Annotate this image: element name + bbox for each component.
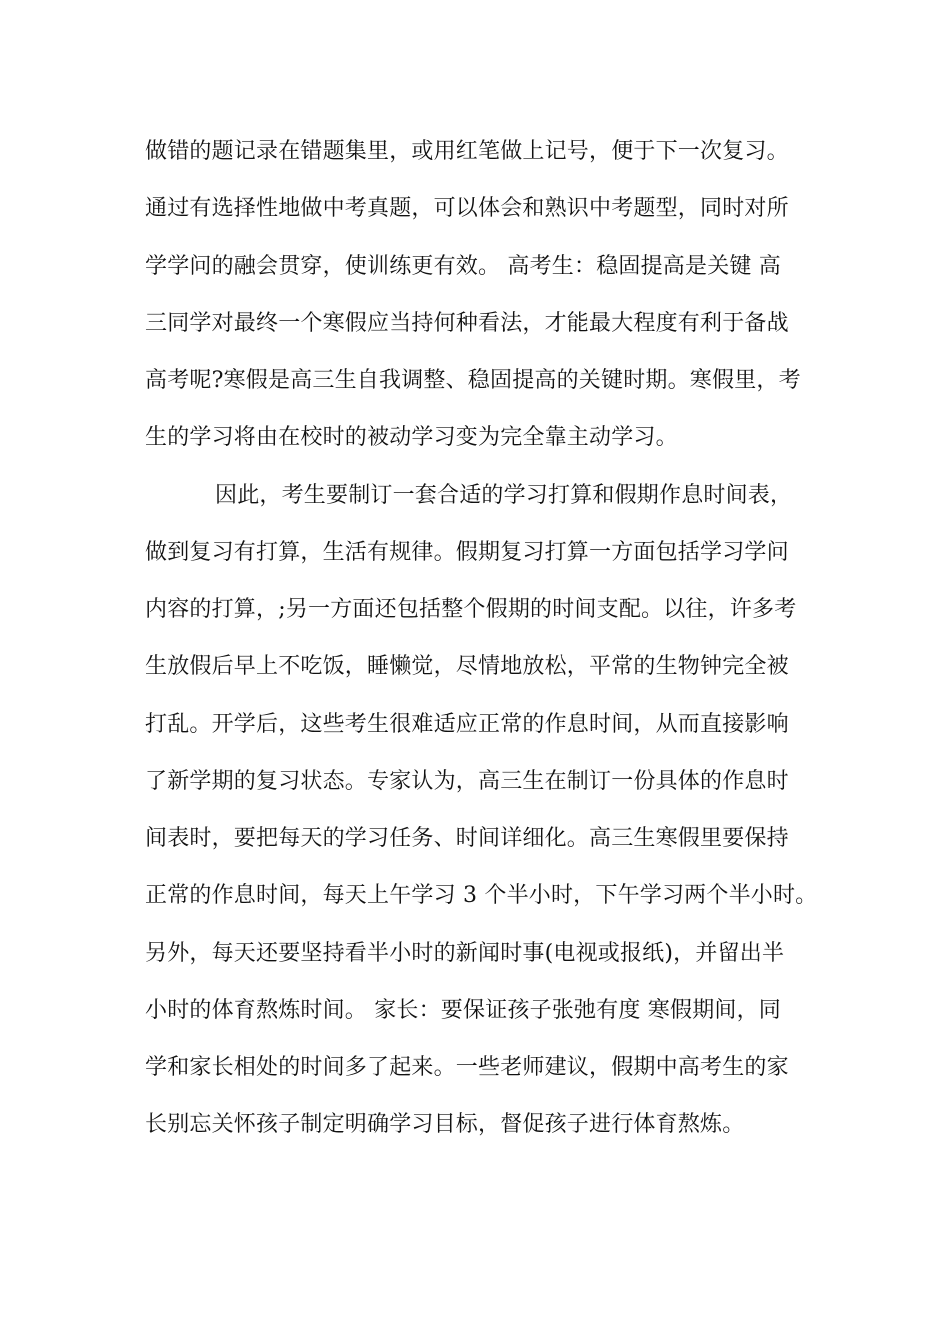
text-line-15: 另外，每天还要坚持看半小时的新闻时事(电视或报纸)，并留出半 [145,941,785,966]
text-line-17: 学和家长相处的时间多了起来。一些老师建议，假期中高考生的家 [145,1055,789,1080]
text-line-5: 高考呢?寒假是高三生自我调整、稳固提高的关键时期。寒假里，考 [145,368,801,393]
text-line-1: 做错的题记录在错题集里，或用红笔做上记号，便于下一次复习。 [145,139,789,164]
text-line-9: 内容的打算，;另一方面还包括整个假期的时间支配。以往，许多考 [145,597,797,622]
text-line-3: 学学问的融会贯穿，使训练更有效。 高考生：稳固提高是关键 高 [145,254,781,279]
text-line-7: 因此，考生要制订一套合适的学习打算和假期作息时间表， [215,483,793,508]
text-line-11: 打乱。开学后，这些考生很难适应正常的作息时间，从而直接影响 [145,712,789,737]
text-line-14: 正常的作息时间，每天上午学习 3 个半小时，下午学习两个半小时。 [145,883,818,908]
text-line-13: 间表时，要把每天的学习任务、时间详细化。高三生寒假里要保持 [145,826,789,851]
text-line-16: 小时的体育熬炼时间。 家长：要保证孩子张弛有度 寒假期间，同 [145,998,781,1023]
text-line-2: 通过有选择性地做中考真题，可以体会和熟识中考题型，同时对所 [145,196,789,221]
text-line-8: 做到复习有打算，生活有规律。假期复习打算一方面包括学习学问 [145,540,789,565]
text-line-12: 了新学期的复习状态。专家认为，高三生在制订一份具体的作息时 [145,769,789,794]
text-line-18: 长别忘关怀孩子制定明确学习目标，督促孩子进行体育熬炼。 [145,1112,745,1137]
text-line-6: 生的学习将由在校时的被动学习变为完全靠主动学习。 [145,425,678,450]
text-line-4: 三同学对最终一个寒假应当持何种看法，才能最大程度有利于备战 [145,311,789,336]
text-line-10: 生放假后早上不吃饭，睡懒觉，尽情地放松，平常的生物钟完全被 [145,654,789,679]
